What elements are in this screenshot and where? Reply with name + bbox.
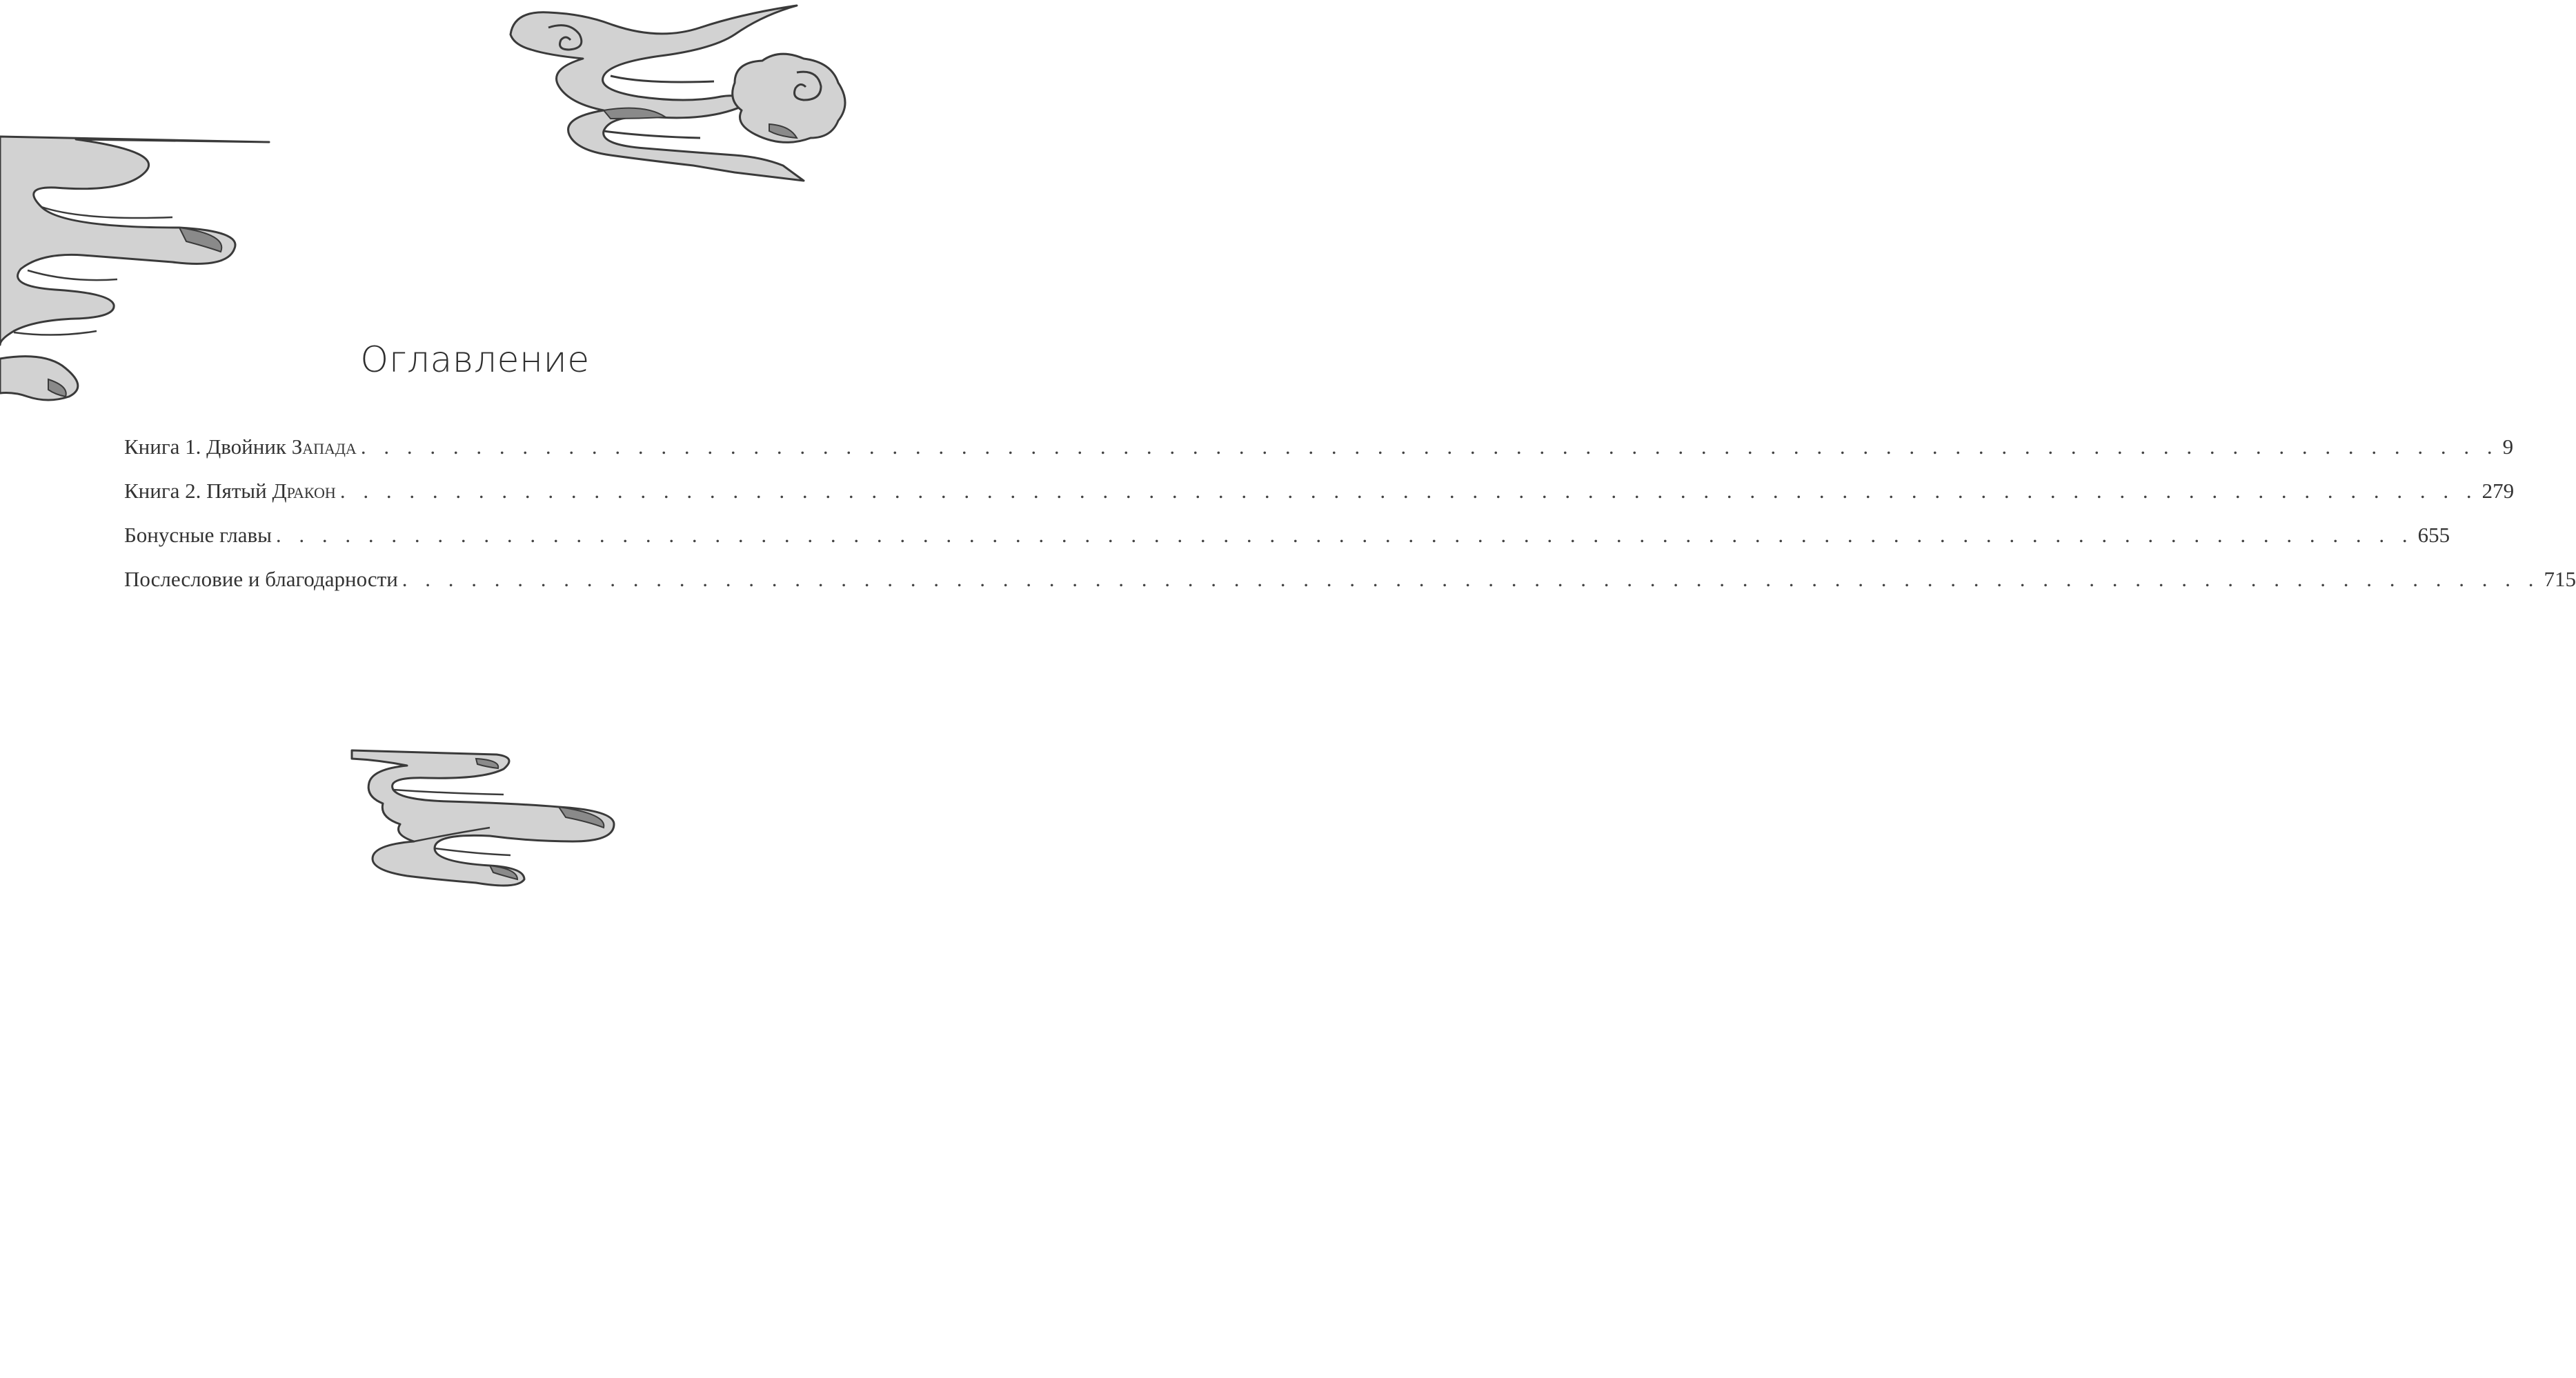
dot-leader: . . . . . . . . . . . . . . . . . . . . . . . . . . . . . . . . . . . . . . . . . . . . . . . . . . . . . . . . . . . . . . . . . . . . . . . . . . . . . . . . . . . . . . . . . . . . . xyxy=(402,567,2540,591)
toc-entry-book-2[interactable] xyxy=(124,479,2515,523)
dot-leader: . . . . . . . . . . . . . . . . . . . . . . . . . . . . . . . . . . . . . . . . . . . . . . . . . . . . . . . . . . . . . . . . . . . . . . . . . . . . . . . . . . . . . . . . . . . . . xyxy=(360,435,2499,459)
toc-entry-title: Книга 2. Пятый xyxy=(124,479,273,503)
cloud-ornament-right xyxy=(507,0,852,193)
page-title: Оглавление xyxy=(360,339,590,381)
toc-entry-label xyxy=(124,523,272,548)
toc-entry-bonus-chapters[interactable] xyxy=(124,523,2450,567)
toc-entry-title-small-caps: Дракон xyxy=(272,479,336,503)
toc-entry-page-number: 715 xyxy=(2544,567,2576,591)
toc-entry-afterword[interactable] xyxy=(124,567,2576,611)
toc-entry-title: Бонусные главы xyxy=(124,523,272,547)
toc-entry-page-number: 9 xyxy=(2502,435,2514,459)
cloud-ornament-center xyxy=(352,745,628,897)
toc-entry-title-small-caps: Запада xyxy=(291,435,357,459)
toc-entry-label xyxy=(124,567,398,592)
toc-entry-page-number: 279 xyxy=(2481,479,2515,503)
cloud-swirl-icon xyxy=(507,0,852,193)
toc-entry-label xyxy=(124,479,336,503)
toc-entry-page-number: 655 xyxy=(2417,523,2450,547)
toc-entry-book-1[interactable] xyxy=(124,435,2514,479)
cloud-swirl-icon xyxy=(352,745,628,897)
dot-leader: . . . . . . . . . . . . . . . . . . . . . . . . . . . . . . . . . . . . . . . . . . . . . . . . . . . . . . . . . . . . . . . . . . . . . . . . . . . . . . . . . . . . . . . . . . . . . xyxy=(339,479,2478,503)
table-of-contents xyxy=(124,435,2576,611)
toc-entry-label xyxy=(124,435,357,459)
toc-entry-title: Книга 1. Двойник xyxy=(124,435,292,459)
toc-entry-title: Послесловие и благодарности xyxy=(124,567,398,591)
dot-leader: . . . . . . . . . . . . . . . . . . . . . . . . . . . . . . . . . . . . . . . . . . . . . . . . . . . . . . . . . . . . . . . . . . . . . . . . . . . . . . . . . . . . . . . . . . . . . xyxy=(275,523,2414,547)
